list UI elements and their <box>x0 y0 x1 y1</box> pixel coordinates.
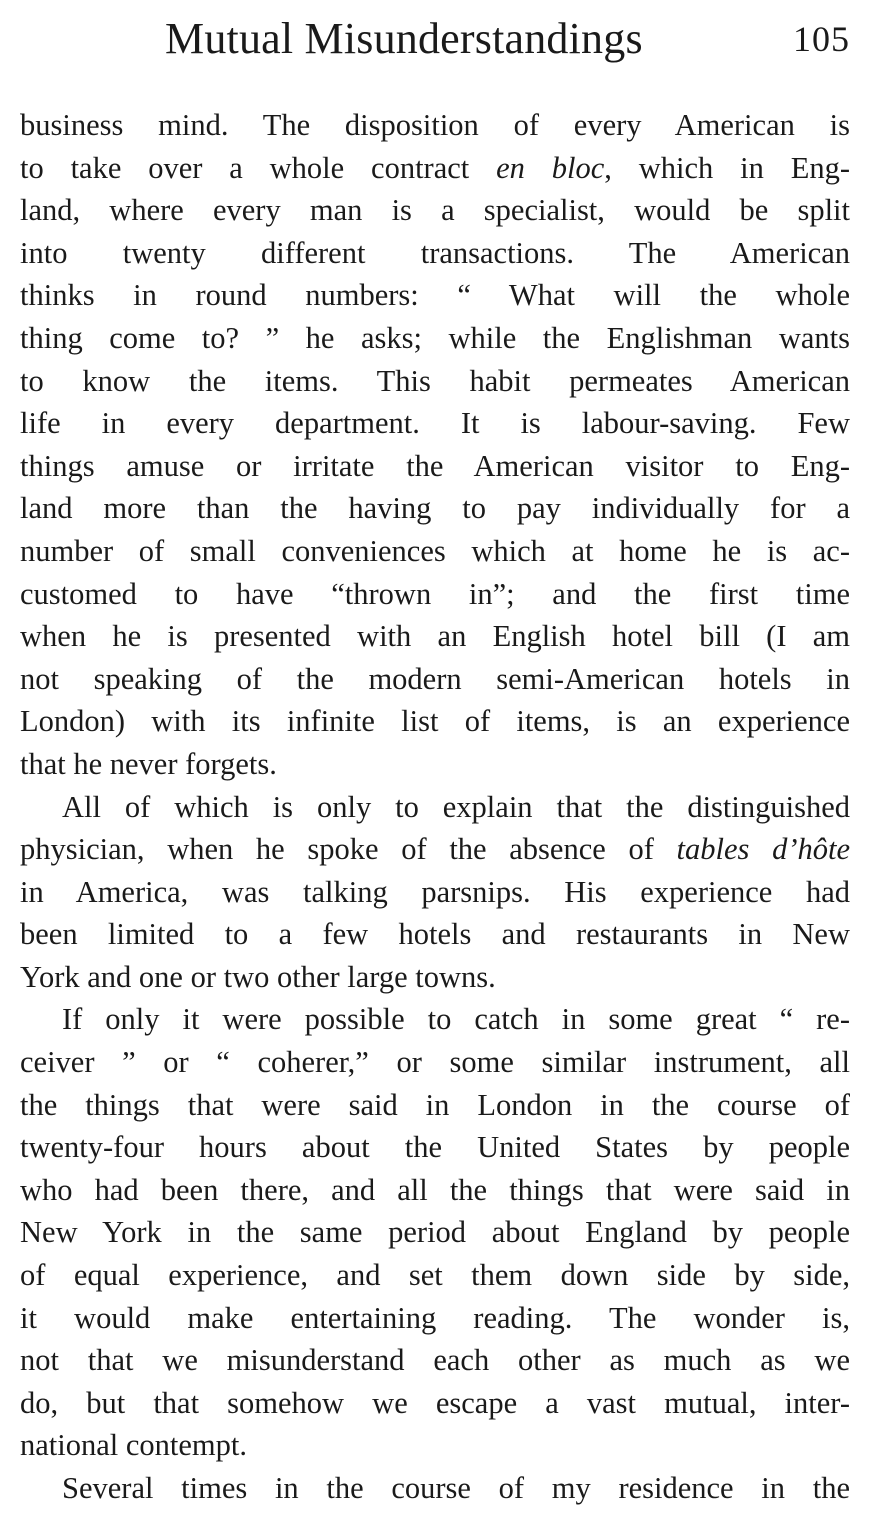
text-line: land, where every man is a specialist, would be split <box>20 193 850 228</box>
text-line: London) with its infinite list of items, is an experience <box>20 704 850 739</box>
text-line: thinks in round numbers: “ What will the whole <box>20 278 850 313</box>
text-line: Several times in the course of my residence in the <box>62 1471 850 1505</box>
text-line: to take over a whole contract en bloc, which in Eng- <box>20 150 850 185</box>
text-line: to know the items. This habit permeates American <box>20 363 850 398</box>
text-line: it would make entertaining reading. The wonder is, <box>20 1300 850 1335</box>
text-line: life in every department. It is labour-saving. Few <box>20 406 850 441</box>
text-line: who had been there, and all the things that were said in <box>20 1172 850 1207</box>
text-line: not speaking of the modern semi-American hotels in <box>20 661 850 696</box>
text-line: of equal experience, and set them down side by side, <box>20 1258 850 1293</box>
text-line: New York in the same period about England by people <box>20 1215 850 1250</box>
running-head <box>20 10 850 68</box>
text-line: when he is presented with an English hotel bill (I am <box>20 619 850 654</box>
text-line: that he never forgets. <box>20 746 277 781</box>
italic-phrase: tables d’hôte <box>676 832 850 867</box>
body-text <box>20 104 850 1510</box>
text-line: If only it were possible to catch in some great “ re- <box>62 1002 850 1037</box>
text-line: All of which is only to explain that the distinguished <box>62 789 850 824</box>
text-line: business mind. The disposition of every American is <box>20 108 850 142</box>
page-number: 105 <box>793 19 850 59</box>
text-line: York and one or two other large towns. <box>20 959 496 994</box>
text-line: into twenty different transactions. The American <box>20 235 850 270</box>
text-line: not that we misunderstand each other as much as we <box>20 1343 850 1378</box>
italic-phrase: en bloc <box>496 150 605 185</box>
text-line: national contempt. <box>20 1428 247 1463</box>
text-line: things amuse or irritate the American visitor to Eng- <box>20 448 850 483</box>
text-line: been limited to a few hotels and restaurants in New <box>20 917 850 952</box>
text-line: thing come to? ” he asks; while the Englishman wants <box>20 320 850 355</box>
text-line: physician, when he spoke of the absence of tables d’hôte <box>20 832 850 867</box>
text-line: in America, was talking parsnips. His experience had <box>20 874 850 909</box>
text-line: number of small conveniences which at home he is ac- <box>20 533 850 568</box>
text-line: twenty-four hours about the United States by people <box>20 1130 850 1165</box>
text-line: do, but that somehow we escape a vast mutual, inter- <box>20 1385 850 1420</box>
text-line: ceiver ” or “ coherer,” or some similar instrument, all <box>20 1045 850 1080</box>
text-line: customed to have “thrown in”; and the first time <box>20 576 850 611</box>
running-title: Mutual Misunderstandings <box>165 14 643 63</box>
text-line: the things that were said in London in the course of <box>20 1087 850 1122</box>
text-line: land more than the having to pay individually for a <box>20 491 850 526</box>
